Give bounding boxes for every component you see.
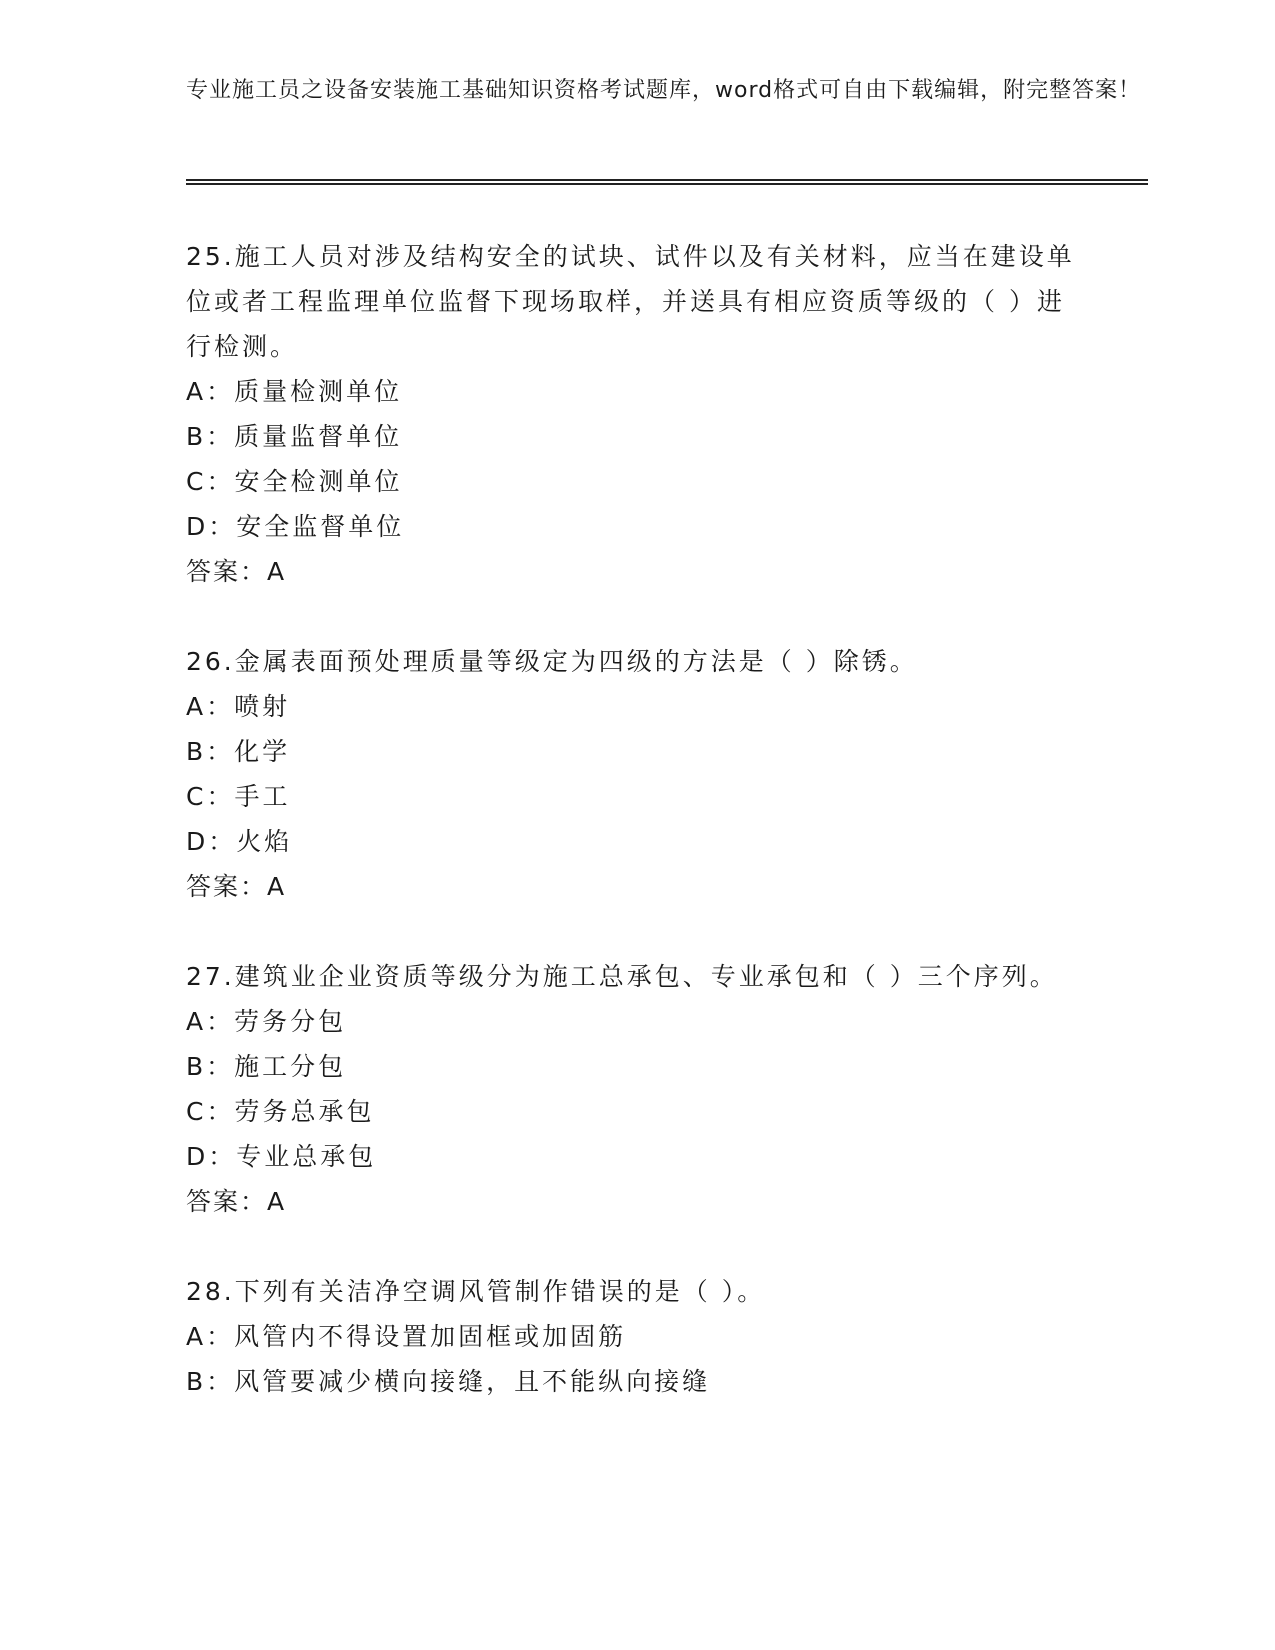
option-b: B：质量监督单位 (186, 422, 403, 451)
answer-line: 答案：A (186, 872, 287, 901)
answer-line: 答案：A (186, 557, 287, 586)
question-text: 26.金属表面预处理质量等级定为四级的方法是（ ）除锈。 (186, 647, 918, 676)
option-a: A：劳务分包 (186, 1007, 347, 1036)
option-b: B：化学 (186, 737, 291, 766)
question-text: 28.下列有关洁净空调风管制作错误的是（ ）。 (186, 1277, 766, 1306)
option-c: C：劳务总承包 (186, 1097, 375, 1126)
spacer (186, 909, 1086, 954)
option-c: C：安全检测单位 (186, 467, 403, 496)
document-header: 专业施工员之设备安装施工基础知识资格考试题库，word格式可自由下载编辑，附完整答案！ (186, 78, 1142, 103)
spacer (186, 594, 1086, 639)
question-list (186, 234, 1086, 1404)
question-text: 25.施工人员对涉及结构安全的试块、试件以及有关材料，应当在建设单位或者工程监理单位监督下现场取样，并送具有相应资质等级的（ ）进行检测。 (186, 242, 1075, 361)
spacer (186, 1224, 1086, 1269)
option-d: D：火焰 (186, 827, 293, 856)
option-d: D：专业总承包 (186, 1142, 377, 1171)
question-27 (186, 954, 1086, 1224)
answer-line: 答案：A (186, 1187, 287, 1216)
option-d: D：安全监督单位 (186, 512, 405, 541)
option-a: A：喷射 (186, 692, 291, 721)
question-text: 27.建筑业企业资质等级分为施工总承包、专业承包和（ ）三个序列。 (186, 962, 1058, 991)
question-26 (186, 639, 1086, 909)
header-divider (186, 179, 1148, 185)
option-b: B：风管要减少横向接缝，且不能纵向接缝 (186, 1367, 711, 1396)
question-28 (186, 1269, 1086, 1404)
option-c: C：手工 (186, 782, 291, 811)
question-25 (186, 234, 1086, 594)
option-a: A：风管内不得设置加固框或加固筋 (186, 1322, 627, 1351)
option-b: B：施工分包 (186, 1052, 347, 1081)
option-a: A：质量检测单位 (186, 377, 403, 406)
